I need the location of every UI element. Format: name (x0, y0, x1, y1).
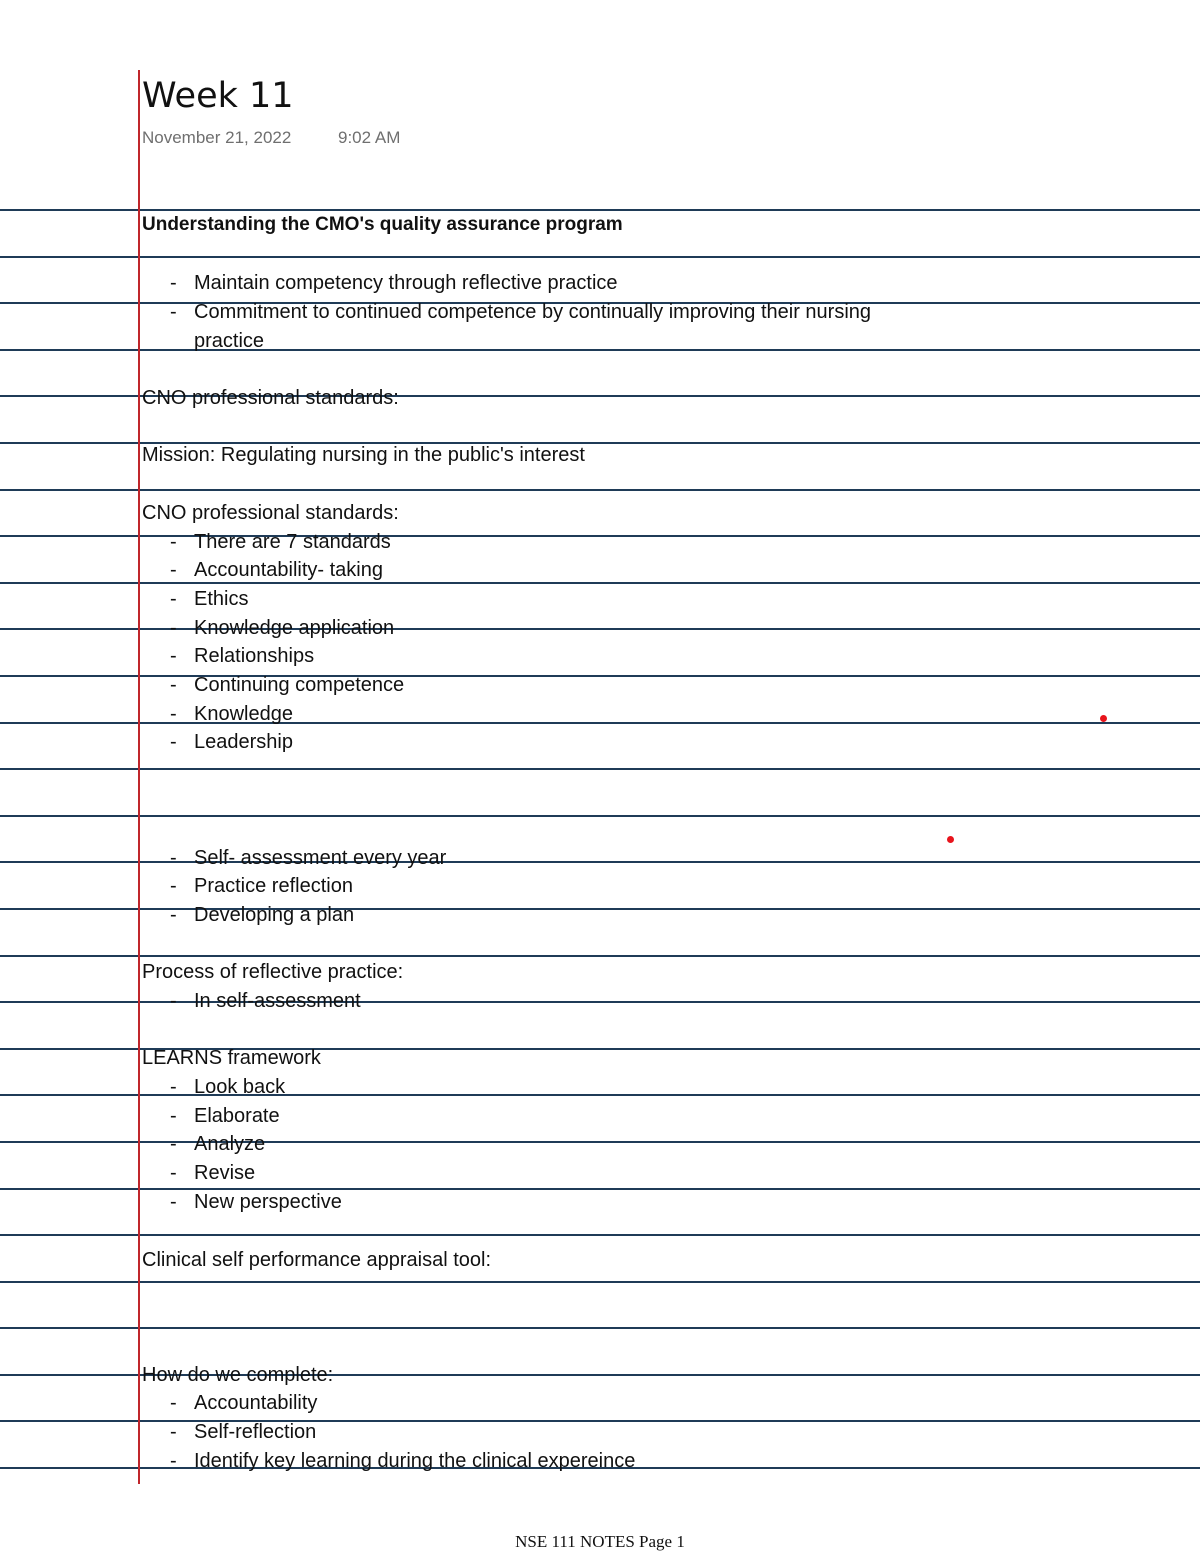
section-label: CNO professional standards: (142, 502, 399, 524)
list-item: - Look back (170, 1076, 286, 1098)
ruled-line (0, 256, 1200, 258)
list-item-continuation: practice (194, 330, 265, 352)
bullet-dash: - (170, 272, 177, 294)
list-item: - Relationships (170, 645, 315, 667)
list-item: - Accountability- taking (170, 559, 383, 581)
bullet-dash: - (170, 703, 177, 725)
mission-text: Mission: Regulating nursing in the public's interest (142, 444, 585, 466)
list-item: - Revise (170, 1162, 256, 1184)
bullet-dash: - (170, 559, 177, 581)
page-date: November 21, 2022 (142, 128, 292, 147)
list-item: - There are 7 standards (170, 531, 391, 553)
page-footer: NSE 111 NOTES Page 1 (515, 1532, 685, 1551)
list-item: - Practice reflection (170, 875, 353, 897)
section-label: CNO professional standards: (142, 387, 399, 409)
list-item: - Self-reflection (170, 1421, 317, 1443)
list-item: - Leadership (170, 731, 293, 753)
list-item: - Developing a plan (170, 904, 355, 926)
list-item: - Commitment to continued competence by continually improving their nursing (170, 301, 872, 323)
bullet-dash: - (170, 847, 177, 869)
list-item: - Accountability (170, 1392, 318, 1414)
bullet-dash: - (170, 1076, 177, 1098)
ruled-line (0, 815, 1200, 817)
bullet-dash: - (170, 1162, 177, 1184)
ruled-line (0, 582, 1200, 584)
ink-dot (1100, 715, 1107, 722)
bullet-dash: - (170, 904, 177, 926)
page-time: 9:02 AM (338, 128, 401, 147)
bullet-dash: - (170, 645, 177, 667)
bullet-dash: - (170, 731, 177, 753)
bullet-dash: - (170, 875, 177, 897)
ruled-line (0, 955, 1200, 957)
bullet-dash: - (170, 1191, 177, 1213)
bullet-dash: - (170, 990, 177, 1012)
bullet-dash: - (170, 301, 177, 323)
list-item: - In self-assessment (170, 990, 361, 1012)
ink-dot (947, 836, 954, 843)
ruled-line (0, 489, 1200, 491)
bullet-dash: - (170, 1133, 177, 1155)
section-label: Clinical self performance appraisal tool: (142, 1249, 492, 1271)
list-item: - Self- assessment every year (170, 847, 447, 869)
ruled-line (0, 1327, 1200, 1329)
list-item: - Knowledge (170, 703, 293, 725)
bullet-dash: - (170, 588, 177, 610)
ruled-line (0, 1281, 1200, 1283)
list-item: - Analyze (170, 1133, 266, 1155)
bullet-dash: - (170, 1392, 177, 1414)
ruled-line (0, 1234, 1200, 1236)
ruled-line (0, 768, 1200, 770)
section-heading: Understanding the CMO's quality assurance program (142, 214, 623, 235)
bullet-dash: - (170, 531, 177, 553)
ruled-line (0, 209, 1200, 211)
bullet-dash: - (170, 1105, 177, 1127)
list-item: - Maintain competency through reflective practice (170, 272, 618, 294)
bullet-dash: - (170, 617, 177, 639)
bullet-dash: - (170, 1450, 177, 1472)
margin-line (138, 70, 140, 1484)
bullet-dash: - (170, 674, 177, 696)
page-title[interactable]: Week 11 (142, 76, 294, 116)
list-item: - New perspective (170, 1191, 342, 1213)
list-item: - Elaborate (170, 1105, 280, 1127)
list-item: - Continuing competence (170, 674, 405, 696)
section-label: How do we complete: (142, 1364, 334, 1386)
section-label: Process of reflective practice: (142, 961, 404, 983)
list-item: - Ethics (170, 588, 249, 610)
list-item: - Knowledge application (170, 617, 395, 639)
list-item: - Identify key learning during the clinical expereince (170, 1450, 636, 1472)
section-label: LEARNS framework (142, 1047, 321, 1069)
ruled-line (0, 349, 1200, 351)
bullet-dash: - (170, 1421, 177, 1443)
